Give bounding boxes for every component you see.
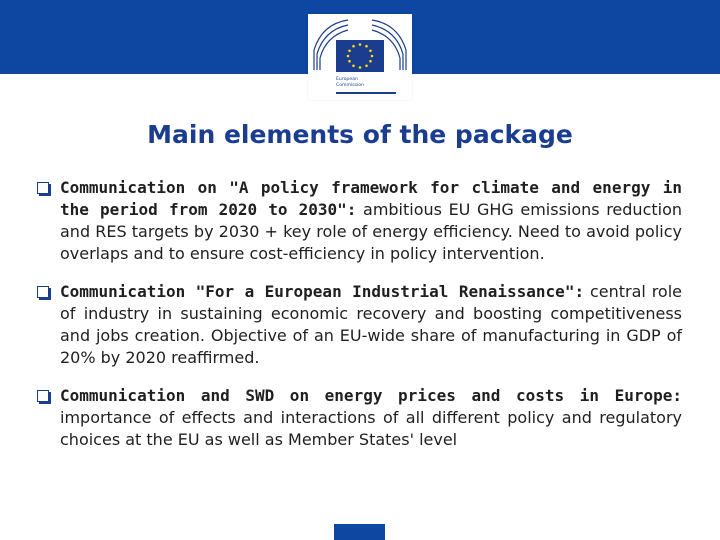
bullet-heading: Communication "For a European Industrial Renaissance": [60, 282, 585, 301]
logo-text: European Commission [336, 77, 365, 88]
bullet-item [36, 385, 682, 451]
logo-underline [336, 92, 396, 94]
bullet-body: central role of industry in sustaining economic recovery and boosting competitiveness and jobs creation. Objective of an EU-wide share of manufacturing in GDP of 20% by 2020 reaffirmed. [60, 282, 682, 367]
bullet-body: importance of effects and interactions of all different policy and regulatory choices at the EU as well as Member States' level [60, 408, 682, 449]
checkbox-bullet-icon [37, 182, 49, 194]
bullet-list [36, 177, 682, 467]
bullet-item [36, 281, 682, 369]
bullet-body: ambitious EU GHG emissions reduction and RES targets by 2030 + key role of energy efficiency. Need to avoid policy overlaps and to ensure cost-efficiency in policy intervention. [60, 200, 683, 263]
bullet-heading: Communication and SWD on energy prices and costs in Europe: [60, 386, 682, 405]
checkbox-bullet-icon [37, 286, 49, 298]
bullet-item [36, 177, 682, 265]
checkbox-bullet-icon [37, 390, 49, 402]
footer-accent-bar [334, 524, 385, 540]
bullet-heading: Communication on "A policy framework for climate and energy in the period from 2020 to 2030": [60, 178, 682, 219]
slide-title: Main elements of the package [147, 120, 573, 149]
european-commission-logo [308, 14, 412, 100]
